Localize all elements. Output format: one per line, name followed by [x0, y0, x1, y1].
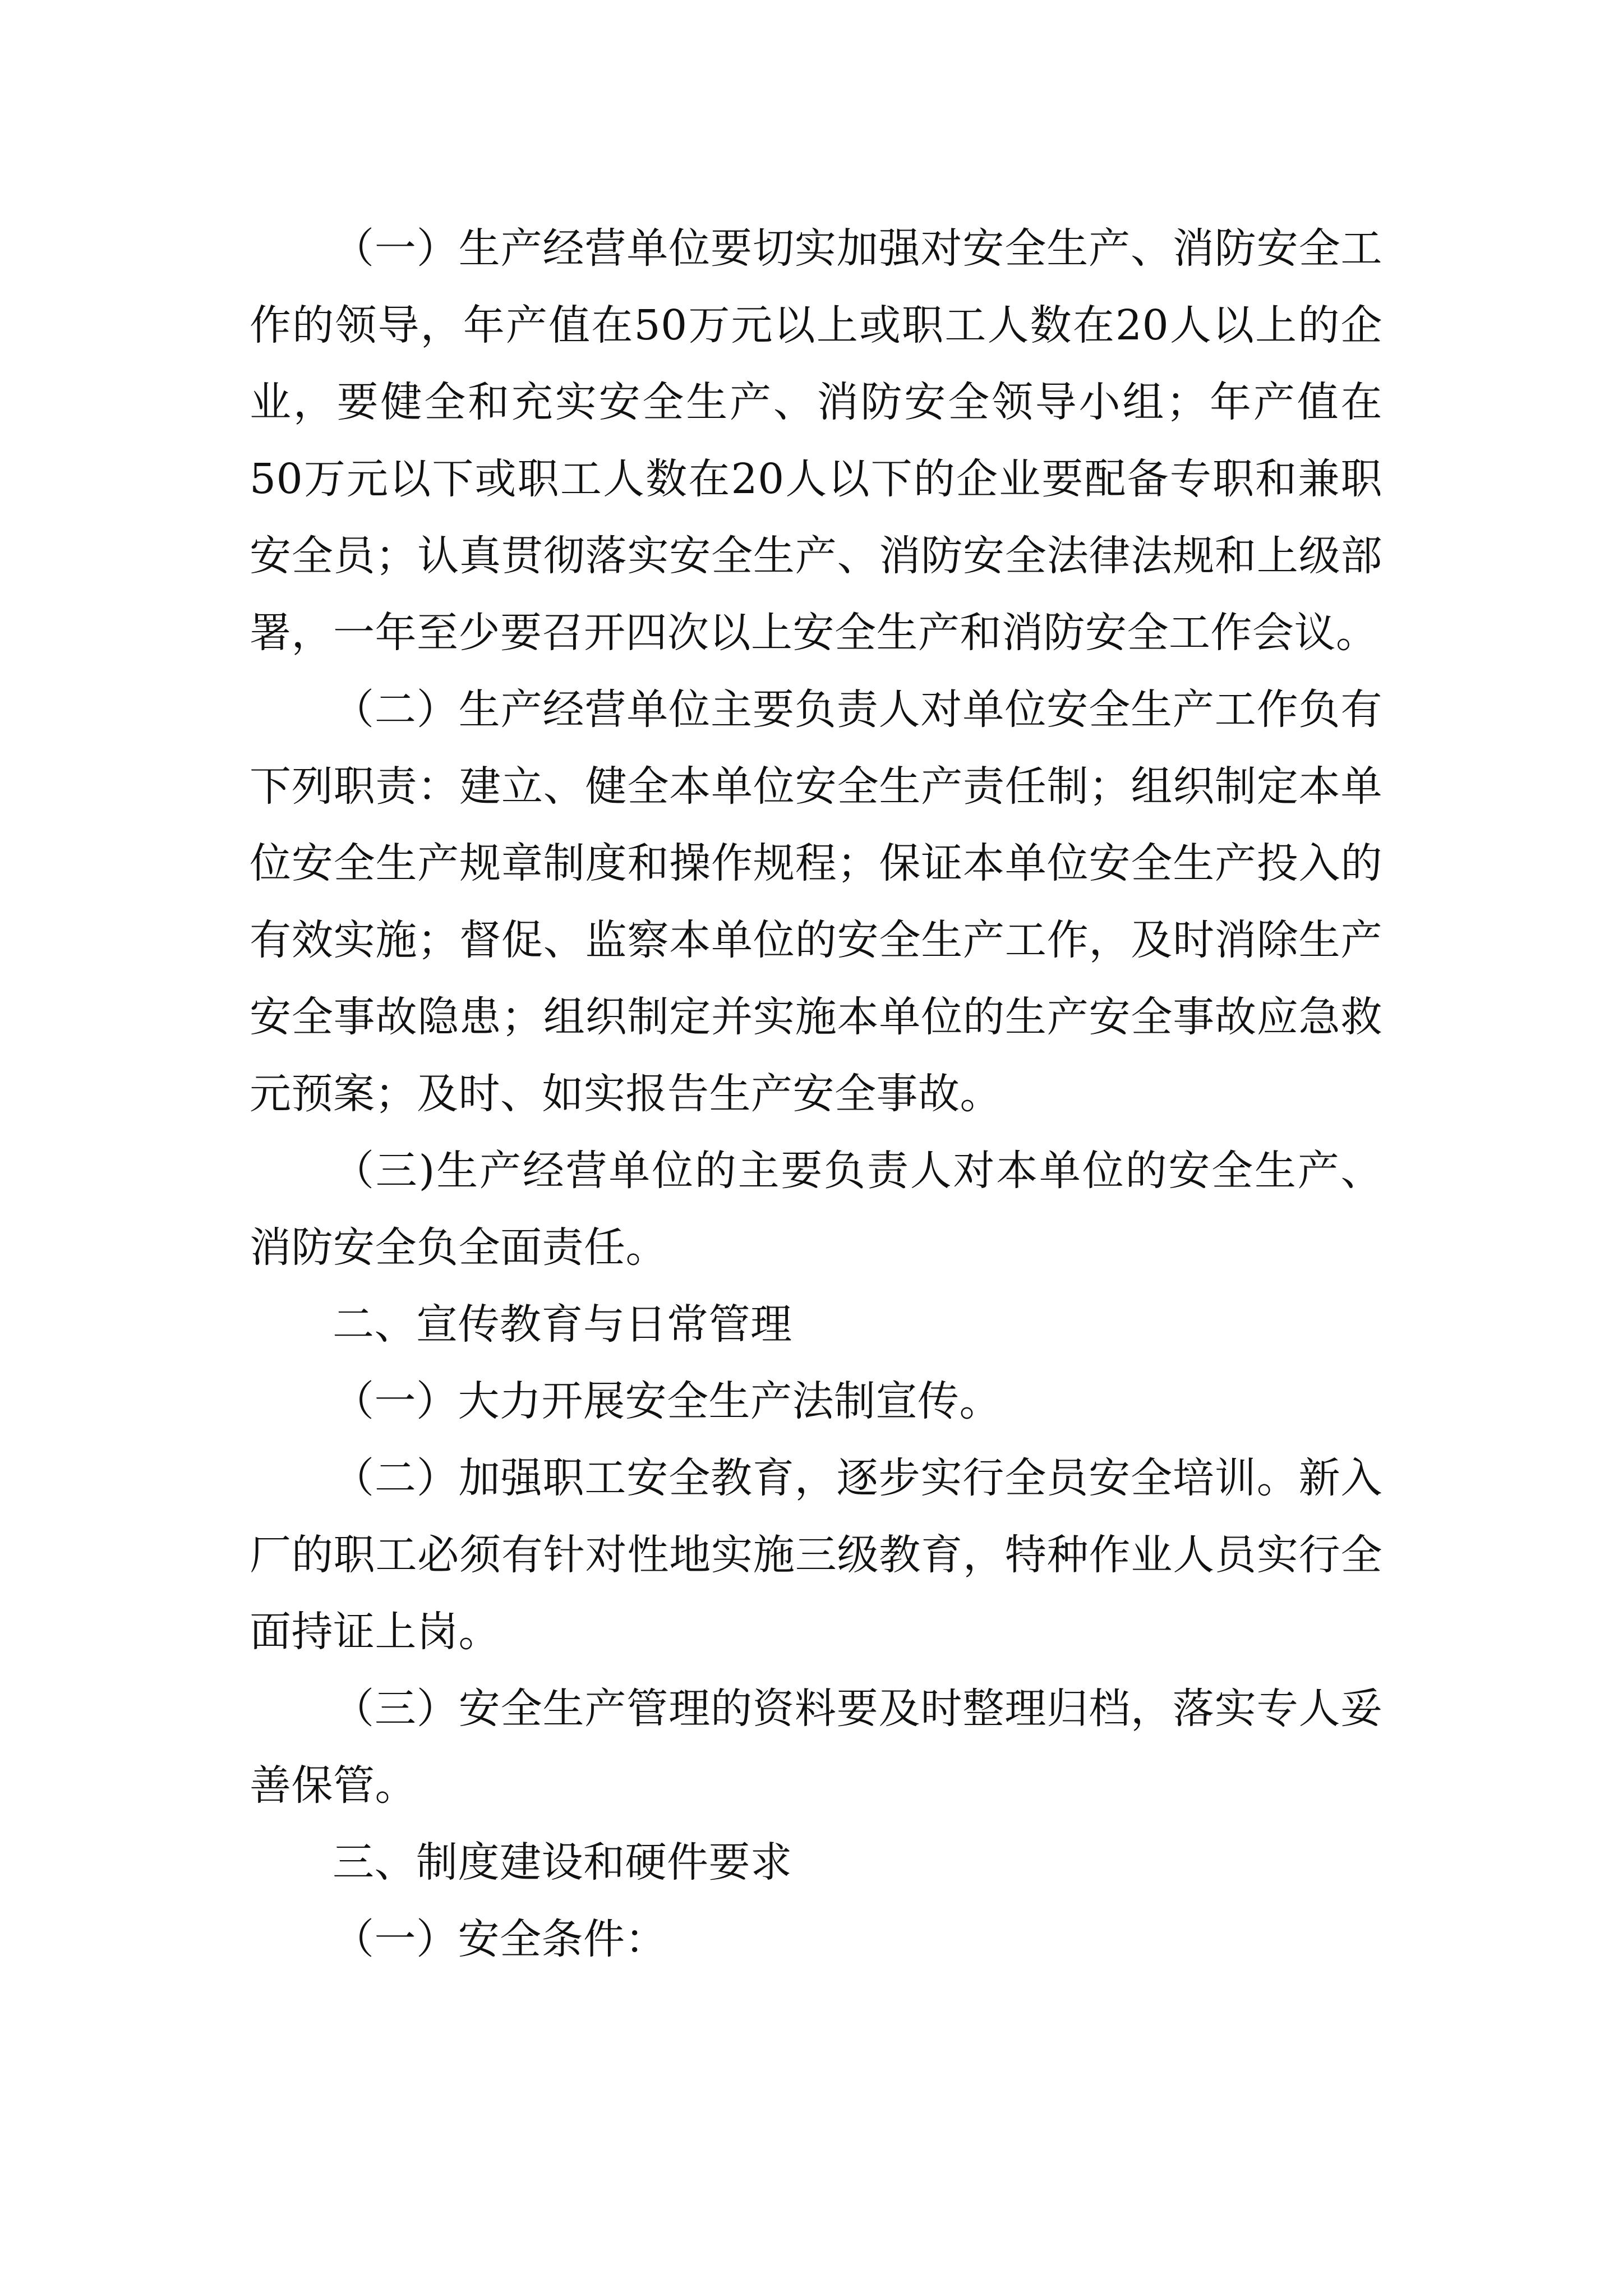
paragraph-4: （一）大力开展安全生产法制宣传。 [333, 1377, 1001, 1425]
paragraph-1: （一）生产经营单位要切实加强对安全生产、消防安全工作的领导，年产值在50万元以上或职工人数在20人以上的企业，要健全和充实安全生产、消防安全领导小组；年产值在50万元以下或职工人数在20人以下的企业要配备专职和兼职安全员；认真贯彻落实安全生产、消防安全法律法规和上级部署，一年至少要召开四次以上安全生产和消防安全工作会议。 [250, 224, 1382, 657]
section-heading-2: 二、宣传教育与日常管理 [333, 1300, 792, 1349]
paragraph-3: （三)生产经营单位的主要负责人对本单位的安全生产、消防安全负全面责任。 [250, 1147, 1382, 1272]
document-body [250, 210, 1382, 1978]
paragraph-2: （二）生产经营单位主要负责人对单位安全生产工作负有下列职责：建立、健全本单位安全生产责任制；组织制定本单位安全生产规章制度和操作规程；保证本单位安全生产投入的有效实施；督促、监察本单位的安全生产工作，及时消除生产安全事故隐患；组织制定并实施本单位的生产安全事故应急救元预案；及时、如实报告生产安全事故。 [250, 685, 1382, 1118]
paragraph-6: （三）安全生产管理的资料要及时整理归档，落实专人妥善保管。 [250, 1685, 1382, 1810]
paragraph-7: （一）安全条件： [333, 1915, 667, 1963]
paragraph-5: （二）加强职工安全教育，逐步实行全员安全培训。新入厂的职工必须有针对性地实施三级教育，特种作业人员实行全面持证上岗。 [250, 1454, 1382, 1656]
section-heading-3: 三、制度建设和硬件要求 [333, 1838, 792, 1887]
